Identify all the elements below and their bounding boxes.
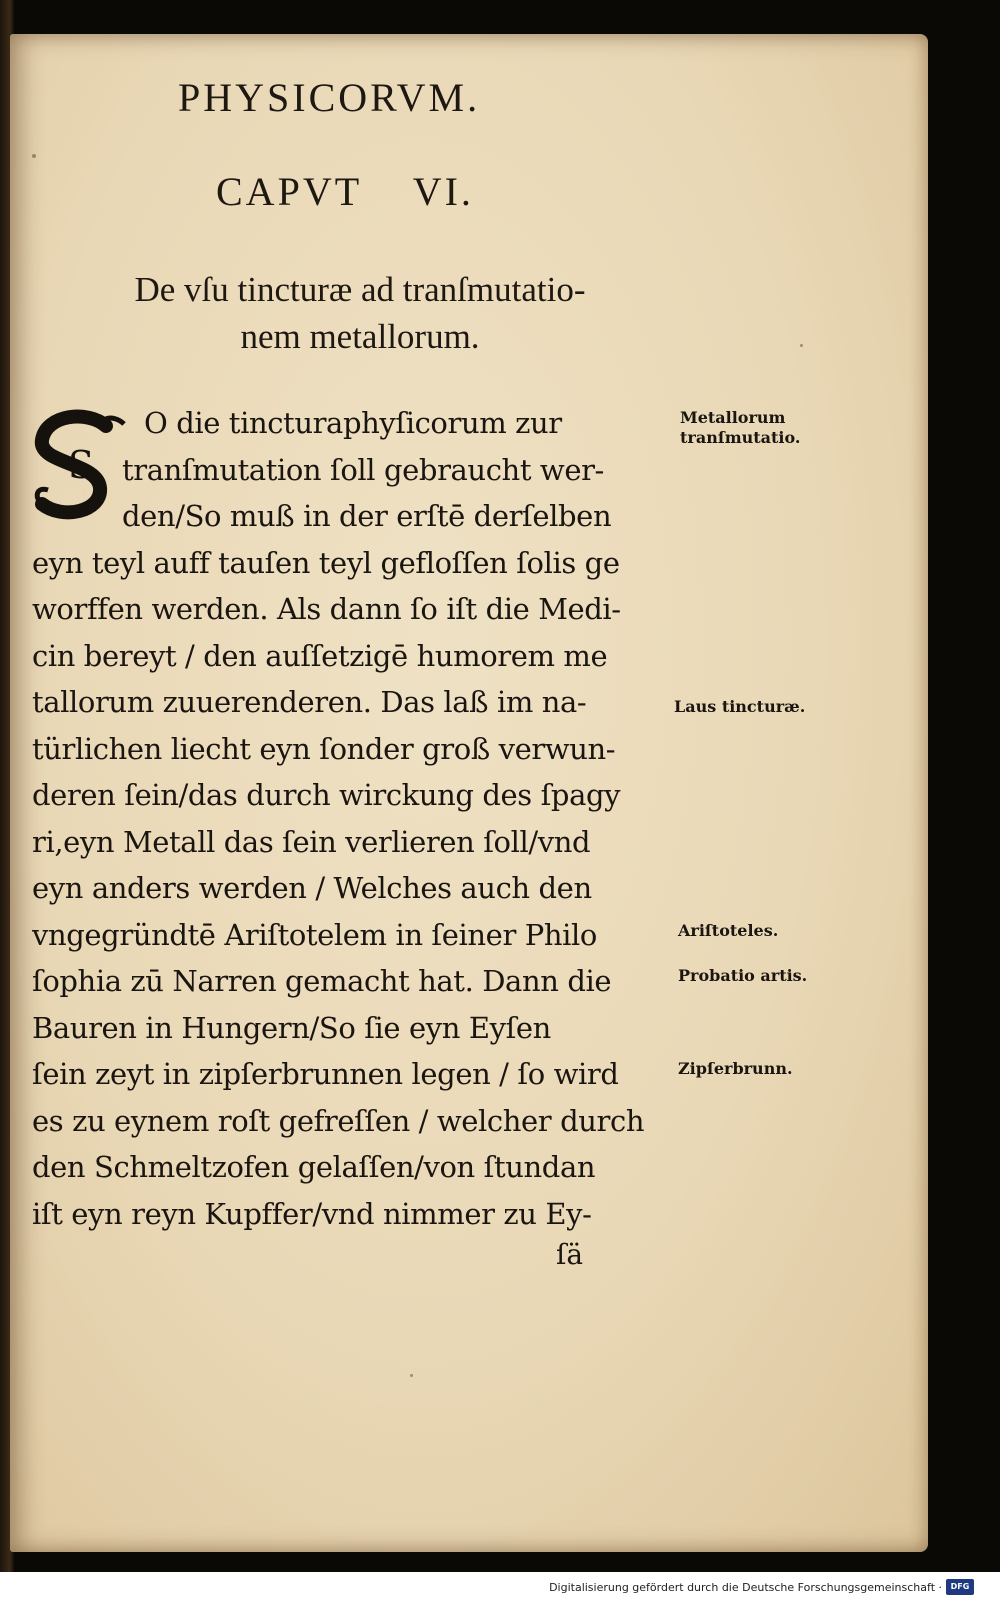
margin-note-probatio: Probatio artis. <box>678 966 808 985</box>
text-line: türlichen liecht eyn ſonder groß verwun- <box>32 731 616 766</box>
funding-credit: Digitalisierung gefördert durch die Deutsche Forschungsgemeinschaft · <box>549 1581 942 1594</box>
text-line: ſophia zū Narren gemacht hat. Dann die <box>32 964 612 998</box>
body-text <box>32 400 672 1280</box>
chapter-number: CAPVT VI. <box>216 169 474 214</box>
text-line: O die tincturaphyſicorum zur <box>144 406 562 440</box>
margin-note-line: tranſmutatio. <box>680 428 801 447</box>
text-line: eyn anders werden / Welches auch den <box>32 871 592 905</box>
text-line: deren ſein/das durch wirckung des ſpagy <box>32 778 621 812</box>
text-line: ſein zeyt in zipſerbrunnen legen / ſo wird <box>32 1057 619 1091</box>
margin-note-laus: Laus tincturæ. <box>674 697 806 716</box>
text-line: tranſmutation ſoll gebraucht wer- <box>122 452 604 487</box>
margin-note-metallorum <box>680 408 800 448</box>
text-line: cin bereyt / den auſſetzigē humorem me <box>32 638 608 673</box>
text-line: es zu eynem roſt gefreſſen / welcher durch <box>32 1103 645 1138</box>
paper-speck <box>410 1374 413 1377</box>
text-line: den/So muß in der erſtē derſelben <box>122 499 612 533</box>
text-line: tallorum zuuerenderen. Das laß im na- <box>32 685 587 719</box>
text-line: ri,eyn Metall das ſein verlieren ſoll/vnd <box>32 824 591 859</box>
margin-note-aristoteles: Ariſtoteles. <box>678 921 779 940</box>
text-line: iſt eyn reyn Kupffer/vnd nimmer zu Ey- <box>32 1196 592 1231</box>
chapter-title-line: nem metallorum. <box>240 317 480 356</box>
chapter-title-line: De vſu tincturæ ad tranſmutatio- <box>134 270 586 309</box>
drop-cap-letter: S <box>68 443 95 487</box>
running-head: PHYSICORVM. <box>178 75 481 120</box>
catchword: ſä <box>556 1238 584 1271</box>
margin-note-zipserbrunn: Zipſerbrunn. <box>678 1059 793 1078</box>
text-line: den Schmeltzofen gelaſſen/von ſtundan <box>32 1150 596 1184</box>
margin-note-line: Metallorum <box>680 408 786 427</box>
text-line: vngegründtē Ariſtotelem in ſeiner Philo <box>32 917 597 952</box>
chapter-title <box>70 266 650 366</box>
text-line: eyn teyl auff tauſen teyl gefloſſen ſolis ge <box>32 545 620 580</box>
text-line: worffen werden. Als dann ſo iſt die Medi- <box>32 592 621 626</box>
paper-speck <box>32 154 36 158</box>
dfg-logo: DFG <box>946 1579 974 1595</box>
paper-speck <box>800 344 803 347</box>
text-line: Bauren in Hungern/So ſie eyn Eyſen <box>32 1010 551 1045</box>
